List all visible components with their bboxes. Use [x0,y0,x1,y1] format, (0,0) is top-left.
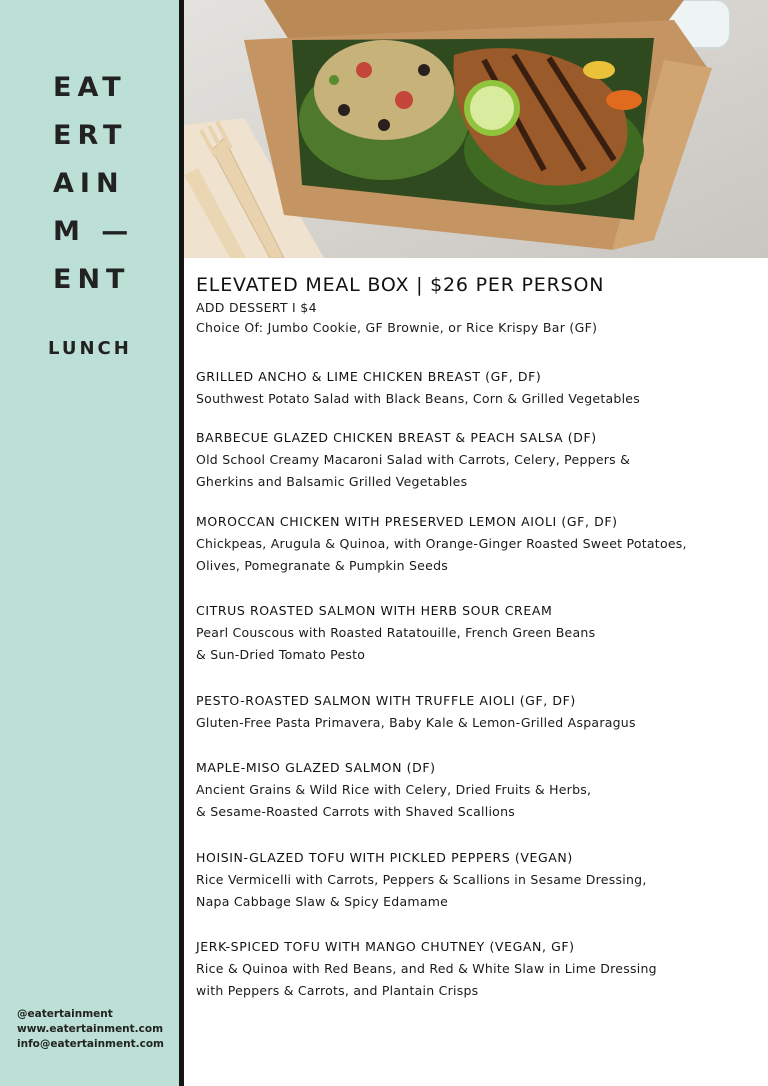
menu-item [196,847,762,913]
menu-item-desc: & Sun-Dried Tomato Pesto [196,647,366,662]
logo-line: ENT [53,264,131,295]
section-label: LUNCH [48,338,132,359]
menu-item [196,511,762,577]
sidebar [0,0,179,1086]
menu-item [196,600,762,666]
menu-item-desc: Ancient Grains & Wild Rice with Celery, Dried Fruits & Herbs, [196,782,592,797]
menu-content [196,272,762,998]
menu-item-name: MAPLE-MISO GLAZED SALMON (DF) [196,760,436,775]
menu-item-desc: Rice Vermicelli with Carrots, Peppers & Scallions in Sesame Dressing, [196,872,647,887]
brand-logo [53,70,163,310]
menu-item-desc: Southwest Potato Salad with Black Beans, Corn & Grilled Vegetables [196,391,641,406]
menu-item-desc: with Peppers & Carrots, and Plantain Crisps [196,983,479,998]
menu-item [196,936,762,1002]
menu-item-desc: Chickpeas, Arugula & Quinoa, with Orange-Ginger Roasted Sweet Potatoes, [196,536,687,551]
menu-item [196,757,762,823]
meal-box-photo [184,0,768,258]
menu-item-desc: Rice & Quinoa with Red Beans, and Red & White Slaw in Lime Dressing [196,961,657,976]
menu-item-name: HOISIN-GLAZED TOFU WITH PICKLED PEPPERS (VEGAN) [196,850,573,865]
dessert-choices: Choice Of: Jumbo Cookie, GF Brownie, or Rice Krispy Bar (GF) [196,320,598,335]
menu-title: ELEVATED MEAL BOX | $26 PER PERSON [196,274,605,296]
menu-item-name: GRILLED ANCHO & LIME CHICKEN BREAST (GF, DF) [196,369,542,384]
menu-item-name: PESTO-ROASTED SALMON WITH TRUFFLE AIOLI (GF, DF) [196,693,576,708]
menu-item-name: CITRUS ROASTED SALMON WITH HERB SOUR CREAM [196,603,553,618]
website-link[interactable]: www.eatertainment.com [17,1023,164,1035]
email-link[interactable]: info@eatertainment.com [17,1038,164,1050]
menu-item [196,366,762,410]
menu-item-desc: Gluten-Free Pasta Primavera, Baby Kale & Lemon-Grilled Asparagus [196,715,636,730]
menu-item-desc: Pearl Couscous with Roasted Ratatouille, French Green Beans [196,625,596,640]
logo-line: AIN [53,168,125,199]
logo-line: ERT [53,120,128,151]
logo-line: M — [53,216,135,247]
menu-item-name: MOROCCAN CHICKEN WITH PRESERVED LEMON AIOLI (GF, DF) [196,514,618,529]
menu-item-desc: Olives, Pomegranate & Pumpkin Seeds [196,558,449,573]
dessert-addon: ADD DESSERT I $4 [196,300,317,315]
social-handle: @eatertainment [17,1008,113,1020]
logo-line: EAT [53,72,127,103]
menu-item-desc: Gherkins and Balsamic Grilled Vegetables [196,474,468,489]
contact-info [17,1007,164,1052]
menu-item-name: BARBECUE GLAZED CHICKEN BREAST & PEACH SALSA (DF) [196,430,597,445]
menu-item-desc: & Sesame-Roasted Carrots with Shaved Scallions [196,804,516,819]
menu-item-desc: Old School Creamy Macaroni Salad with Carrots, Celery, Peppers & [196,452,631,467]
menu-item [196,427,762,493]
menu-item-desc: Napa Cabbage Slaw & Spicy Edamame [196,894,449,909]
menu-item [196,690,762,734]
menu-item-name: JERK-SPICED TOFU WITH MANGO CHUTNEY (VEGAN, GF) [196,939,575,954]
meal-box-illustration [184,0,768,258]
